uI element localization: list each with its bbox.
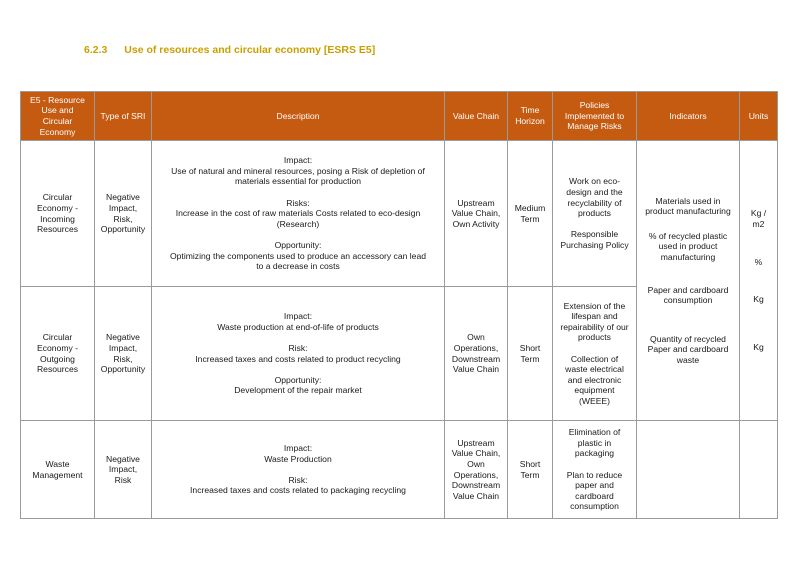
header-policies: Policies Implemented to Manage Risks [553, 92, 637, 141]
indicator-item: Quantity of recycled Paper and cardboard waste [647, 333, 729, 365]
header-description: Description [152, 92, 445, 141]
header-value-chain: Value Chain [445, 92, 508, 141]
indicators-cell [637, 141, 740, 421]
indicator-item: Paper and cardboard consumption [647, 284, 729, 306]
unit-item: Kg [753, 342, 764, 353]
section-number: 6.2.3 [84, 44, 108, 56]
risk-table [20, 91, 778, 519]
row-description: Impact: Use of natural and mineral resources, posing a Risk of depletion of materials essential for production Risks: Increase in the cost of raw materials Costs related to eco-design (Research) Opportunity: Optimizing the components used to produce an accessory can lead to a decrease in costs [152, 141, 445, 287]
row-value-chain: Upstream Value Chain, Own Operations, Downstream Value Chain [445, 421, 508, 519]
row-horizon: Short Term [508, 287, 553, 421]
row-type: Negative Impact, Risk [95, 421, 152, 519]
header-topic: E5 - Resource Use and Circular Economy [21, 92, 95, 141]
row-description: Impact: Waste Production Risk: Increased taxes and costs related to packaging recycling [152, 421, 445, 519]
row-topic: Circular Economy - Outgoing Resources [21, 287, 95, 421]
header-indicators: Indicators [637, 92, 740, 141]
row-policies: Work on eco- design and the recyclability of products Responsible Purchasing Policy [553, 141, 637, 287]
section-heading [84, 44, 375, 56]
row-type: Negative Impact, Risk, Opportunity [95, 287, 152, 421]
row-horizon: Medium Term [508, 141, 553, 287]
row-policies: Extension of the lifespan and repairability of our products Collection of waste electrical and electronic equipment (WEEE) [553, 287, 637, 421]
table-row [21, 141, 778, 287]
row-policies: Elimination of plastic in packaging Plan to reduce paper and cardboard consumption [553, 421, 637, 519]
row-topic: Circular Economy - Incoming Resources [21, 141, 95, 287]
header-units: Units [740, 92, 778, 141]
row-horizon: Short Term [508, 421, 553, 519]
section-title: Use of resources and circular economy [ESRS E5] [124, 44, 376, 56]
header-type: Type of SRI [95, 92, 152, 141]
row-description: Impact: Waste production at end-of-life of products Risk: Increased taxes and costs related to product recycling Opportunity: Development of the repair market [152, 287, 445, 421]
unit-item: Kg [753, 293, 764, 304]
units-cell [740, 141, 778, 421]
table-header-row [21, 92, 778, 141]
unit-item: % [754, 257, 763, 268]
unit-item: Kg / m2 [750, 208, 767, 229]
table-row [21, 421, 778, 519]
empty-indicator-cell [637, 421, 740, 519]
row-value-chain: Upstream Value Chain, Own Activity [445, 141, 508, 287]
row-type: Negative Impact, Risk, Opportunity [95, 141, 152, 287]
row-value-chain: Own Operations, Downstream Value Chain [445, 287, 508, 421]
indicator-item: % of recycled plastic used in product manufacturing [648, 230, 728, 262]
header-horizon: Time Horizon [508, 92, 553, 141]
row-topic: Waste Management [21, 421, 95, 519]
empty-unit-cell [740, 421, 778, 519]
indicator-item: Materials used in product manufacturing [645, 195, 731, 217]
